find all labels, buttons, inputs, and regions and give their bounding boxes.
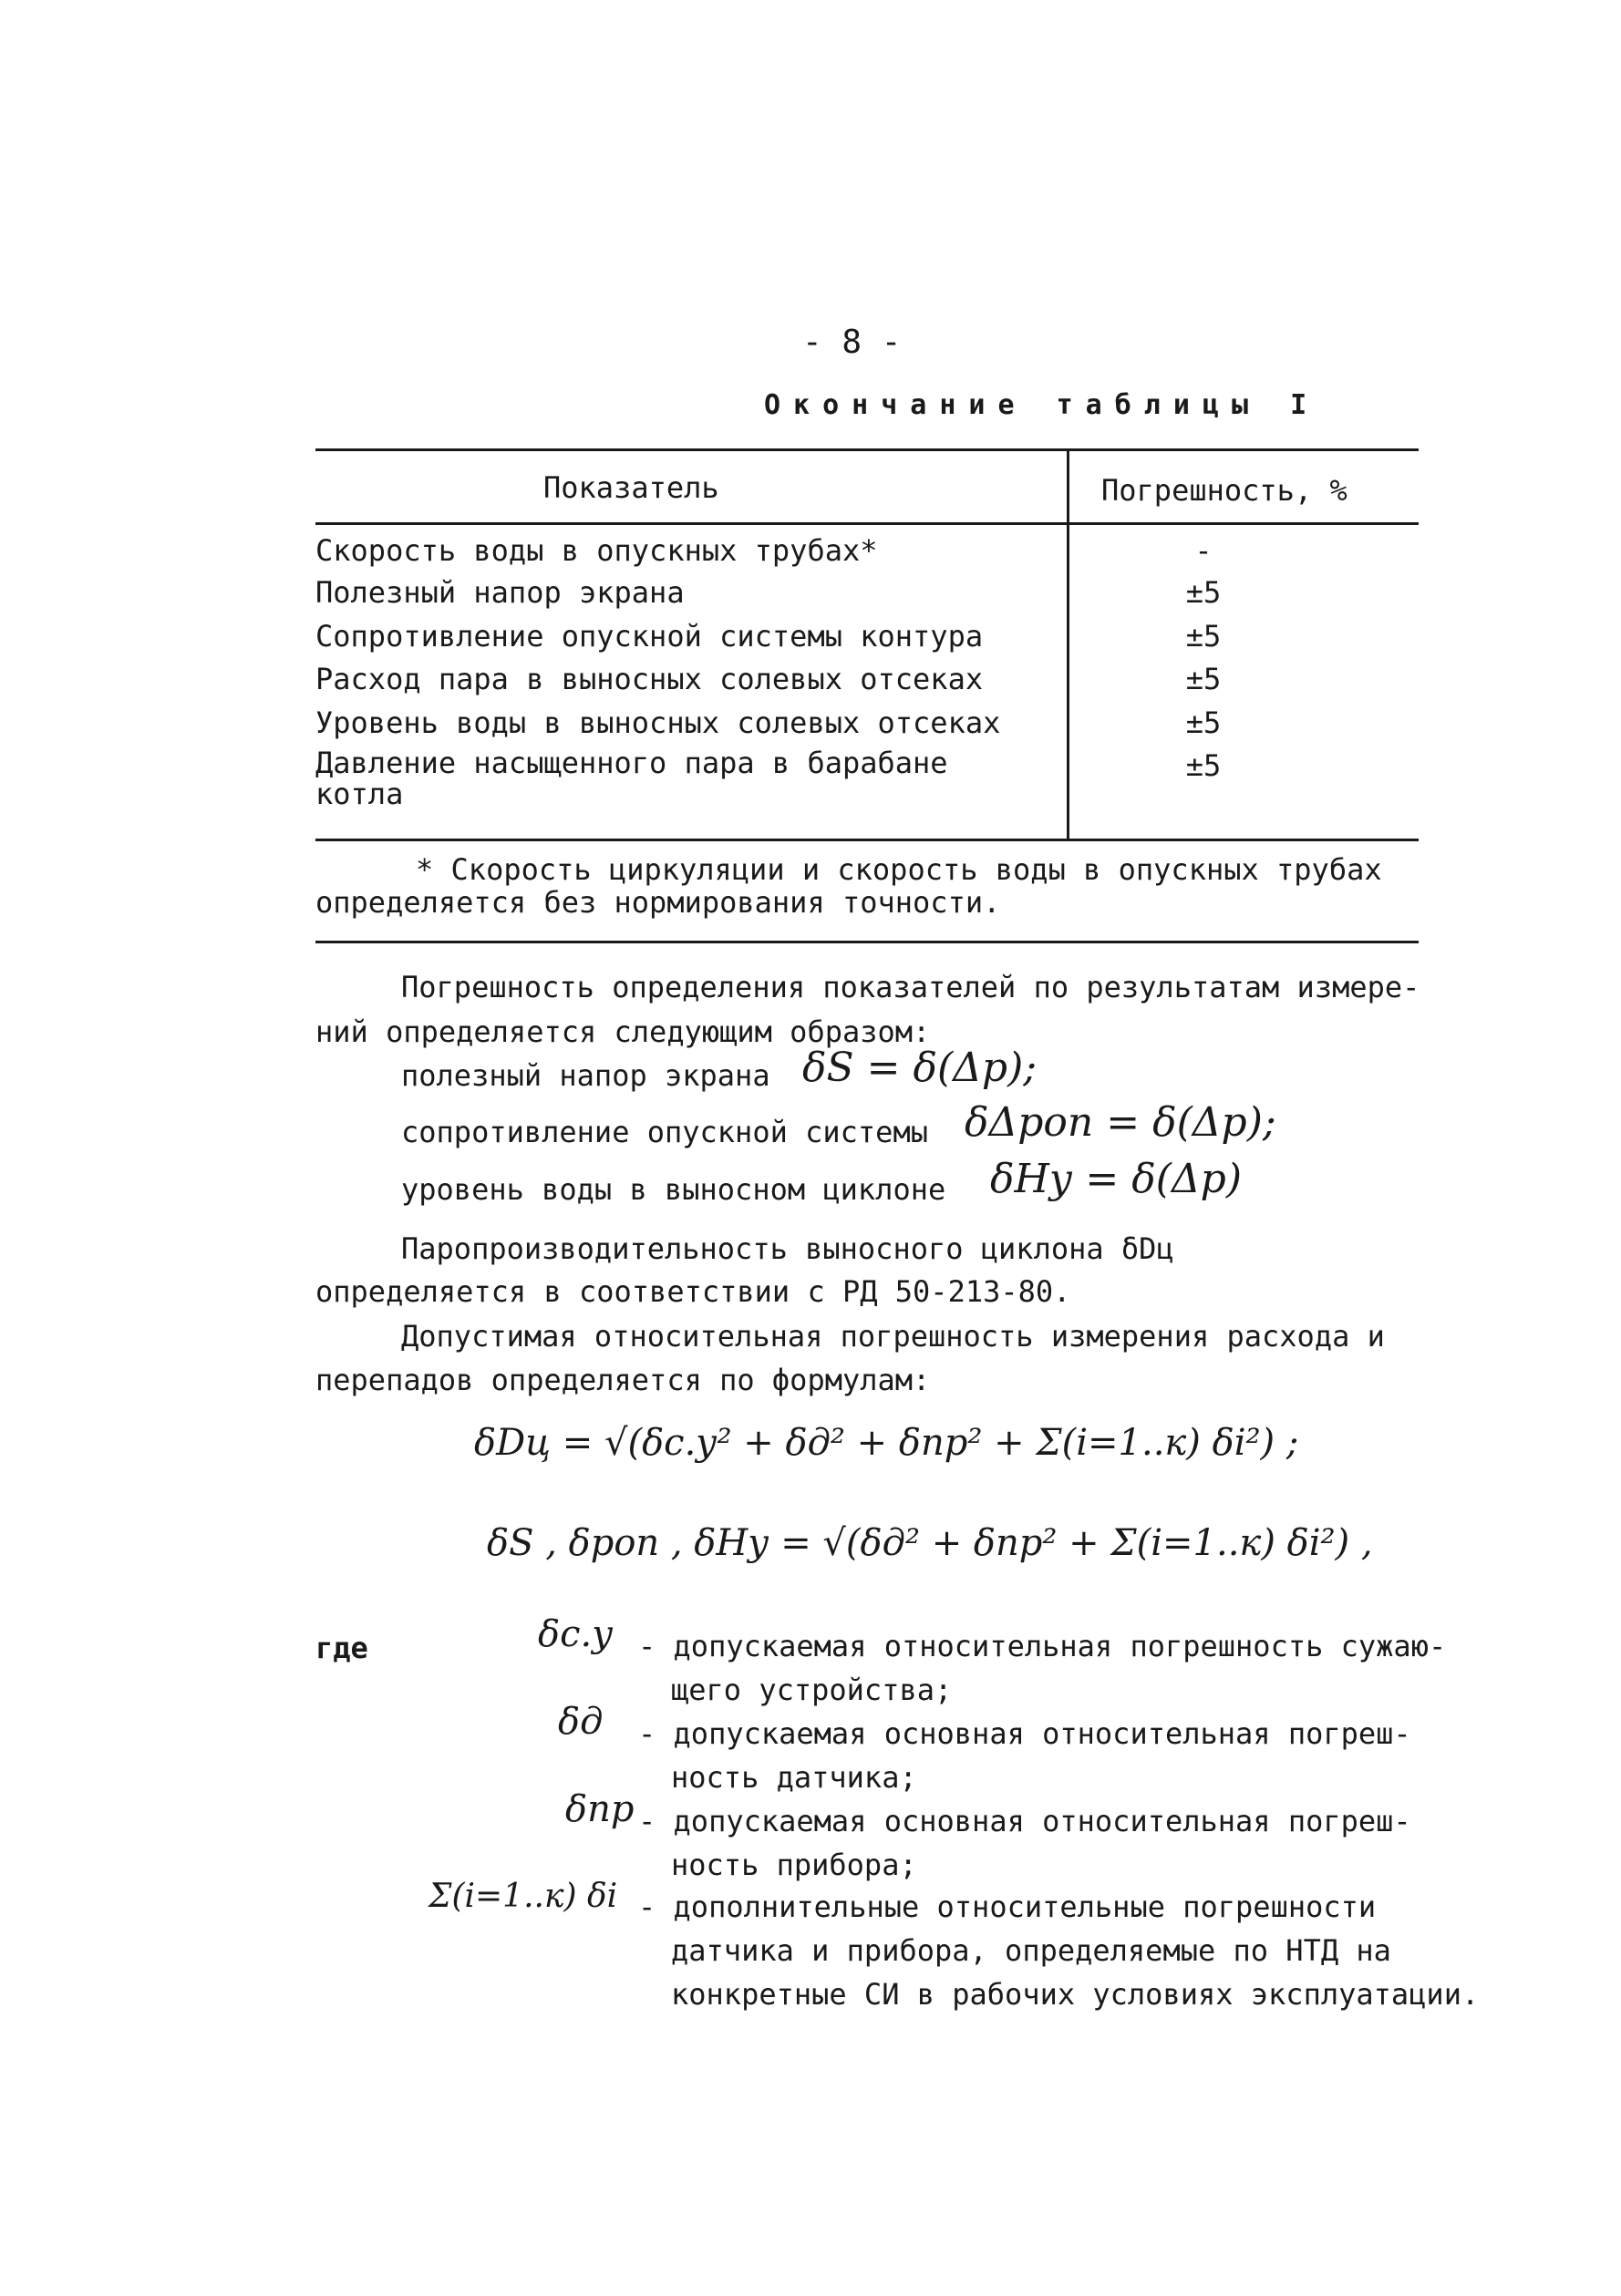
formula-label: сопротивление опускной системы [401,1115,928,1149]
formula: δS = δ(Δp); [802,1045,1038,1091]
paragraph-line: Допустимая относительная погрешность измерения расхода и [401,1319,1385,1354]
definition-line: - допускаемая относительная погрешность сужаю- [638,1629,1447,1663]
definition-line: ность датчика; [671,1760,917,1795]
table-row-error: ±5 [1185,619,1222,654]
table-row-indicator: Расход пара в выносных солевых отсеках [315,662,984,696]
paragraph-line: ний определяется следующим образом: [315,1014,931,1049]
formula: δHу = δ(Δp) [990,1156,1242,1202]
footnote-line: * Скорость циркуляции и скорость воды в опускных трубах [416,852,1382,887]
table-header-indicator: Показатель [543,470,719,505]
table-row-error: ±5 [1185,748,1222,783]
equation-1: δDц = √(δс.у² + δд² + δпр² + Σ(i=1..к) δi²) ; [474,1422,1299,1464]
definition-line: ность прибора; [671,1848,917,1882]
table-row-indicator: Сопротивление опускной системы контура [315,619,984,654]
definition-line: щего устройства; [671,1673,953,1707]
equation-2: δS , δpоп , δHу = √(δд² + δпр² + Σ(i=1..к) δi²) , [487,1522,1373,1564]
table-row-indicator: Полезный напор экрана [315,575,685,610]
table-top-rule [315,448,1419,451]
table-row-indicator: Скорость воды в опускных трубах* [315,533,878,568]
definition-line: - допускаемая основная относительная погреш- [638,1716,1411,1751]
footnote-line: определяется без нормирования точности. [315,885,1001,920]
table-row-error: ±5 [1185,575,1222,610]
paragraph-line: определяется в соответствии с РД 50-213-80. [315,1274,1071,1309]
formula: δΔpоп = δ(Δp); [965,1099,1276,1146]
definition-line: датчика и прибора, определяемые по НТД на [671,1933,1391,1968]
definition-line: - допускаемая основная относительная погреш- [638,1804,1411,1838]
formula-label: полезный напор экрана [401,1058,770,1093]
footnote-bottom-rule [315,941,1419,943]
table-row-indicator: Уровень воды в выносных солевых отсеках [315,705,1001,740]
table-row-error: - [1194,533,1213,568]
symbol: δпр [565,1788,635,1830]
table-caption: Окончание таблицы I [764,389,1320,421]
table-row-error: ±5 [1185,662,1222,696]
formula-label: уровень воды в выносном циклоне [401,1172,946,1207]
symbol: δд [558,1701,604,1743]
definition-line: - дополнительные относительные погрешности [638,1889,1377,1924]
table-column-divider [1067,448,1069,840]
where-label: где [315,1631,368,1665]
symbol: δс.у [538,1613,614,1655]
table-header-error: Погрешность, % [1101,473,1347,508]
table-row-indicator: Давление насыщенного пара в барабане котла [315,746,948,811]
table-row-error: ±5 [1185,705,1222,740]
paragraph-line: Погрешность определения показателей по результатам измере- [401,970,1420,1004]
definition-line: конкретные СИ в рабочих условиях эксплуатации. [671,1977,1480,2012]
page-number: - 8 - [802,324,902,361]
paragraph-line: перепадов определяется по формулам: [315,1363,931,1397]
table-header-rule [315,522,1419,525]
paragraph-line: Паропроизводительность выносного циклона δDц [401,1231,1174,1266]
symbol: Σ(i=1..к) δi [428,1878,618,1915]
table-bottom-rule [315,839,1419,841]
